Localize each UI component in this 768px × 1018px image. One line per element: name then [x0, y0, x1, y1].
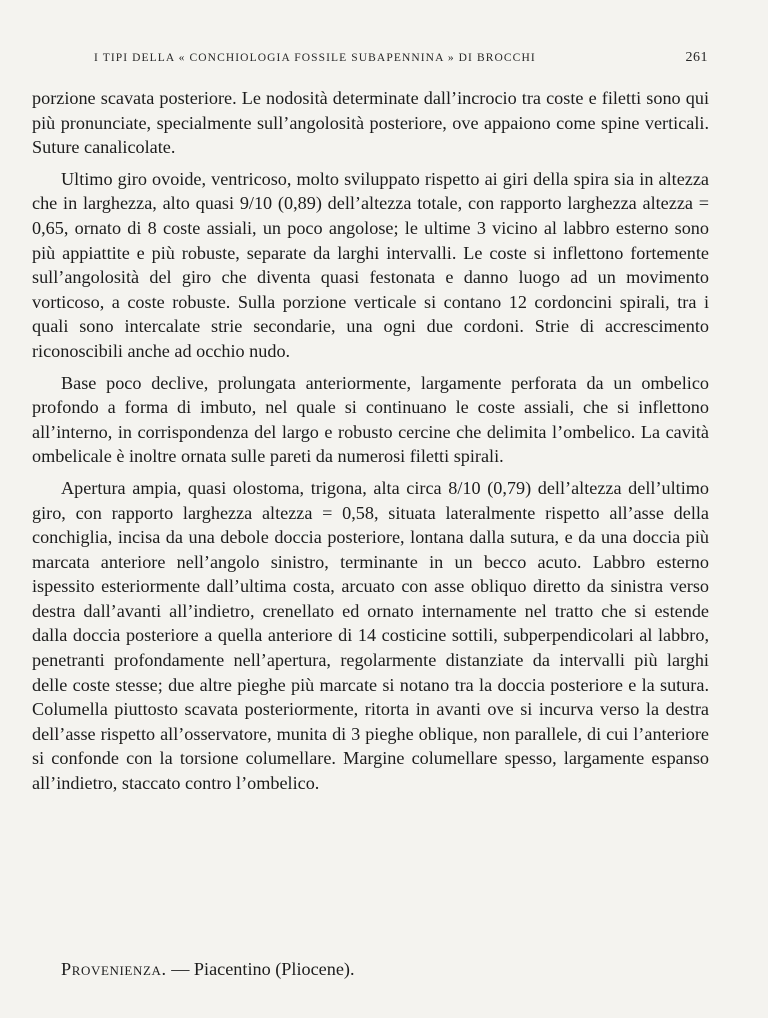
running-head-title: I TIPI DELLA « CONCHIOLOGIA FOSSILE SUBAPENNINA » DI BROCCHI: [94, 52, 536, 64]
provenance-value: Piacentino (Pliocene).: [193, 959, 355, 979]
paragraph-aperture: Apertura ampia, quasi olostoma, trigona, alta circa 8/10 (0,79) dell’altezza dell’ultimo giro, con rapporto larghezza altezza = 0,58, situata lateralmente rispetto all’asse della conchiglia, incisa da una debole doccia posteriore, lontana dalla sutura, e da una doccia più marcata anteriore nell’angolo sinistro, terminante in un becco acuto. Labbro esterno ispessito esteriormente dall’ultima costa, arcuato con asse obliquo diretto da sinistra verso destra dall’avanti all’indietro, crenellato ed ornato internamente nel tratto che si estende dalla doccia posteriore a quella anteriore di 14 costicine sottili, subperpendicolari al labbro, penetranti profondamente nell’apertura, regolarmente distanziate da intervalli più larghi delle coste stesse; due altre pieghe più marcate si notano tra la doccia posteriore e la sutura. Columella piuttosto scavata posteriormente, ritorta in avanti ove si incurva verso la destra dell’asse rispetto all’osservatore, munita di 3 pieghe oblique, non parallele, di cui l’anteriore si confonde con la torsione columellare. Margine columellare spesso, largamente espanso all’indietro, staccato contro l’ombelico.: [32, 477, 709, 794]
provenance-line: [61, 957, 701, 981]
paragraph-last-whorl: Ultimo giro ovoide, ventricoso, molto sviluppato rispetto ai giri della spira sia in altezza che in larghezza, alto quasi 9/10 (0,89) dell’altezza totale, con rapporto larghezza altezza = 0,65, ornato di 8 coste assiali, un poco angolose; le ultime 3 vicino al labbro esterno sono più appiattite e più robuste, separate da larghi intervalli. Le coste si inflettono fortemente sull’angolosità del giro che diventa quasi festonata e danno luogo ad un movimento vorticoso, a coste robuste. Sulla porzione verticale si contano 12 cordoncini spirali, tra i quali sono intercalate strie secondarie, una ogni due cordoni. Strie di accrescimento riconoscibili anche ad occhio nudo.: [32, 168, 709, 361]
body-text: [32, 86, 709, 803]
paragraph-base: Base poco declive, prolungata anteriormente, largamente perforata da un ombelico profondo a forma di imbuto, nel quale si continuano le coste assiali, che si inflettono all’interno, in corrispondenza del largo e robusto cercine che delimita l’ombelico. La cavità ombelicale è inoltre ornata sulle pareti da numerosi filetti spirali.: [32, 372, 709, 467]
provenance-label: Provenienza.: [61, 959, 167, 979]
running-head: [94, 49, 708, 67]
page-number: 261: [685, 50, 708, 65]
paragraph-continued: porzione scavata posteriore. Le nodosità determinate dall’incrocio tra coste e filetti sono qui più pronunciate, specialmente sull’angolosità posteriore, ove appaiono come spine verticali. Suture canalicolate.: [32, 88, 709, 158]
provenance-separator: —: [171, 959, 190, 979]
